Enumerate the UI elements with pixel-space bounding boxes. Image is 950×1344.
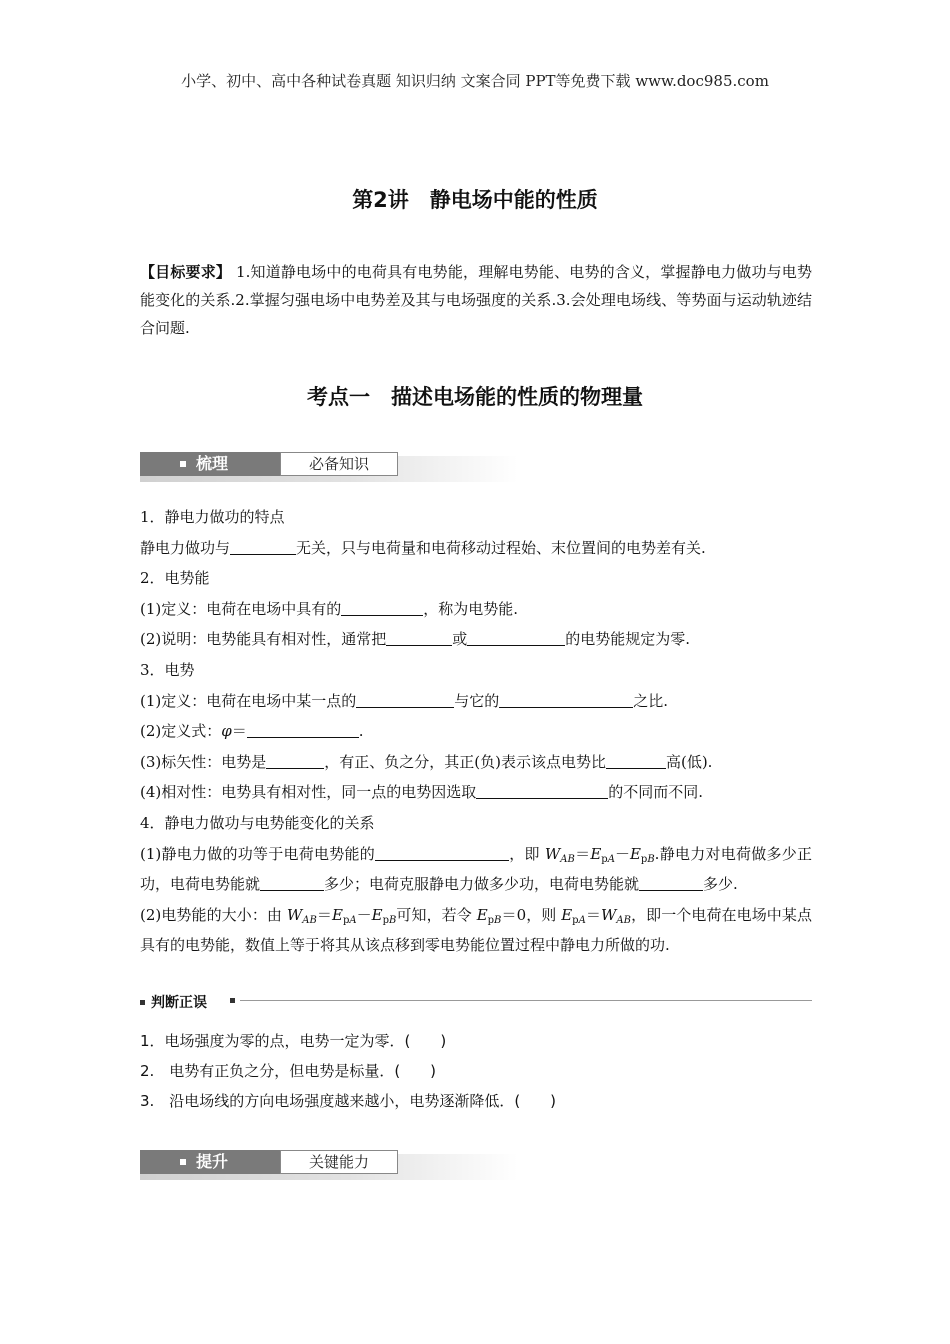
judge-item: 2. 电势有正负之分，但电势是标量．( ): [140, 1062, 437, 1080]
judge-item: 3. 沿电场线的方向电场强度越来越小，电势逐渐降低．( ): [140, 1092, 557, 1110]
fill-blank: [230, 539, 296, 555]
text-line: (1)定义：电荷在电场中某一点的 与它的 之比.: [140, 691, 669, 710]
fill-blank: [499, 692, 633, 708]
fill-blank: [266, 753, 324, 769]
banner-dark-tab: [140, 452, 280, 476]
fill-blank: [606, 753, 666, 769]
item-heading: 4．静电力做功与电势能变化的关系: [140, 813, 375, 832]
square-bullet-icon: [180, 461, 186, 467]
banner-dark-label: 提升: [196, 1152, 229, 1171]
fill-blank: [247, 722, 359, 738]
paragraph: (1)静电力做的功等于电荷电势能的 ，即 $W_{AB}=E_{pA}-E_{pB}$.静电力对电荷做多少正功，电荷电势能就 多少；电荷克服静电力做多少功，电荷电势能就 多少.: [140, 844, 812, 894]
section-title: 考点一 描述电场能的性质的物理量: [307, 385, 643, 409]
square-bullet-icon: [230, 998, 235, 1003]
judge-list: [140, 1026, 812, 1116]
banner-light-tab: 关键能力: [280, 1150, 398, 1174]
fill-blank: [260, 875, 324, 891]
fill-blank: [341, 600, 423, 616]
fill-blank: [386, 630, 452, 646]
fill-blank: [639, 875, 703, 891]
item-heading: 2．电势能: [140, 569, 210, 588]
banner-improve: [140, 1150, 518, 1180]
paragraph: (2)电势能的大小：由 $W_{AB}=E_{pA}-E_{pB}$可知，若令 $E_{pB}=0$，则 $E_{pA}=W_{AB}$，即一个电荷在电场中某点具有的电势能，数值上等于将其从该点移到零电势能位置过程中静电力所做的功.: [140, 905, 812, 955]
page-header: 小学、初中、高中各种试卷真题 知识归纳 文案合同 PPT等免费下载 www.doc985.com: [181, 72, 769, 90]
text-line: (1)定义：电荷在电场中具有的 ，称为电势能.: [140, 599, 519, 618]
judge-heading-label: 判断正误: [151, 995, 207, 1011]
text-line: (2)说明：电势能具有相对性，通常把 或 的电势能规定为零.: [140, 630, 691, 649]
square-bullet-icon: [140, 1000, 145, 1005]
square-bullet-icon: [180, 1159, 186, 1165]
banner-dark-label: 梳理: [196, 454, 229, 473]
lecture-title: 第2讲 静电场中能的性质: [352, 188, 598, 212]
text-line: (2)定义式：φ＝ .: [140, 722, 364, 741]
learning-goals: [140, 258, 812, 342]
fill-blank: [356, 692, 454, 708]
fill-blank: [467, 630, 565, 646]
knowledge-content: [140, 502, 812, 961]
banner-dark-tab: [140, 1150, 280, 1174]
item-heading: 1．静电力做功的特点: [140, 508, 285, 526]
goals-tag: 【目标要求】: [140, 263, 232, 281]
text-line: 静电力做功与 无关，只与电荷量和电荷移动过程始、末位置间的电势差有关.: [140, 538, 706, 557]
text-line: (4)相对性：电势具有相对性，同一点的电势因选取 的不同而不同.: [140, 783, 704, 802]
goals-text: 1.知道静电场中的电荷具有电势能，理解电势能、电势的含义，掌握静电力做功与电势能变化的关系.2.掌握匀强电场中电势差及其与电场强度的关系.3.会处理电场线、等势面与运动轨迹结合问题.: [140, 263, 812, 337]
item-heading: 3．电势: [140, 660, 195, 679]
fill-blank: [375, 845, 509, 861]
judge-item: 1．电场强度为零的点，电势一定为零．( ): [140, 1032, 447, 1050]
text-line: (3)标矢性：电势是 ，有正、负之分，其正(负)表示该点电势比 高(低).: [140, 752, 713, 771]
fill-blank: [476, 783, 608, 799]
banner-light-tab: 必备知识: [280, 452, 398, 476]
banner-review: [140, 452, 518, 482]
divider: [240, 1000, 812, 1001]
judge-heading: [140, 992, 812, 1010]
